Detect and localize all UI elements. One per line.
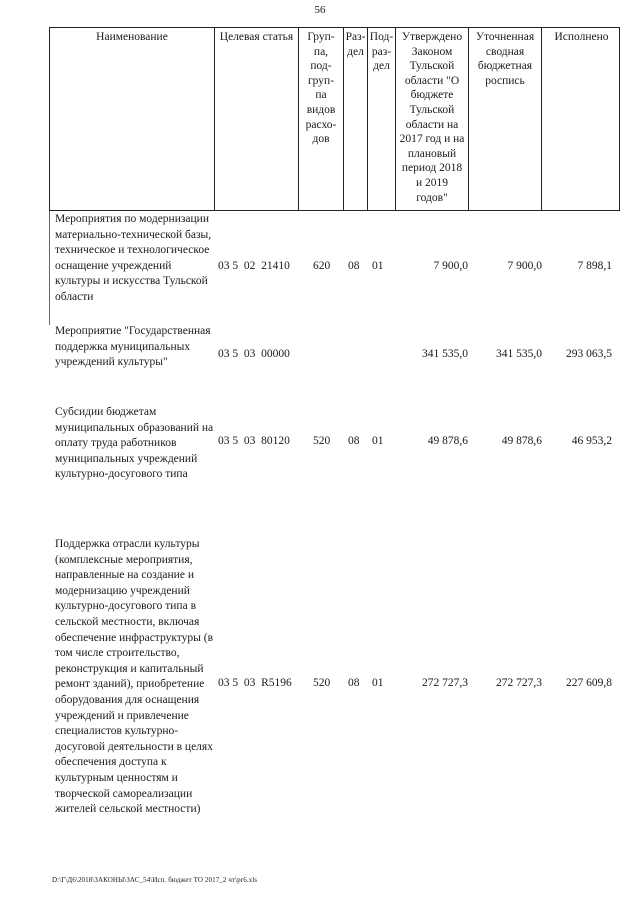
row-4-name: Поддержка отрасли культуры (комплексные мероприятия, направленные на создание и модернизацию учреждений культурно-досугового типа в сельской местности, включая обеспечение инфраструктуры (в том числе строительство, реконструкция и капитальный ремонт зданий), приобретение оборудования для оснащения учреждений и привлечение специалистов культурно-досуговой деятельности в целях обеспечения доступа к культурным ценностям и творческой самореализации жителей сельской местности) <box>55 538 213 816</box>
row-4-approved: 272 727,3 <box>422 677 468 689</box>
row-2-name: Мероприятие "Государственная поддержка муниципальных учреждений культуры" <box>55 325 211 369</box>
header-podrazdel: Под- раз- дел <box>368 28 396 210</box>
row-2-refined: 341 535,0 <box>496 348 542 360</box>
row-2-approved: 341 535,0 <box>422 348 468 360</box>
row-2-executed: 293 063,5 <box>566 348 612 360</box>
row-4-refined: 272 727,3 <box>496 677 542 689</box>
header-group: Груп- па, под- груп- па видов расхо- дов <box>299 28 344 210</box>
row-4-razdel: 08 <box>348 677 360 689</box>
row-3-podrazdel: 01 <box>372 435 384 447</box>
row-3-executed: 46 953,2 <box>571 435 612 447</box>
row-1-razdel: 08 <box>348 260 360 272</box>
row-4-group: 520 <box>313 677 331 689</box>
page-number: 56 <box>314 4 326 16</box>
row-3-refined: 49 878,6 <box>501 435 542 447</box>
row-4-code: 03 5 03 R5196 <box>218 677 292 689</box>
row-1-refined: 7 900,0 <box>507 260 542 272</box>
row-1-group: 620 <box>313 260 331 272</box>
row-4-podrazdel: 01 <box>372 677 384 689</box>
row-3-name: Субсидии бюджетам муниципальных образований на оплату труда работников муниципальных учреждений культурно-досугового типа <box>55 406 214 481</box>
header-approved: Утверждено Законом Тульской области "О бюджете Тульской области на 2017 год и на плановый период 2018 и 2019 годов" <box>396 28 469 210</box>
left-rule <box>49 211 50 325</box>
row-3-razdel: 08 <box>348 435 360 447</box>
row-2-code: 03 5 03 00000 <box>218 348 290 360</box>
row-3-group: 520 <box>313 435 331 447</box>
row-4-executed: 227 609,8 <box>566 677 612 689</box>
row-3-approved: 49 878,6 <box>427 435 468 447</box>
file-path-footer: D:\Г\Д6\2018\ЗАКОНЫ\ЗАС_54\Исп. бюджет ТО 2017_2 чт\pr6.xls <box>52 876 258 884</box>
header-executed: Исполнено <box>554 31 609 43</box>
header-name: Наименование <box>50 28 215 210</box>
row-3-code: 03 5 03 80120 <box>218 435 290 447</box>
row-1-name: Мероприятия по модернизации материально-технической базы, техническое и технологическое оснащение учреждений культуры и искусства Тульской области <box>55 213 212 303</box>
row-1-podrazdel: 01 <box>372 260 384 272</box>
row-1-executed: 7 898,1 <box>577 260 612 272</box>
table-header <box>49 27 620 211</box>
row-1-code: 03 5 02 21410 <box>218 260 290 272</box>
header-razdel: Раз- дел <box>344 28 368 210</box>
row-1-approved: 7 900,0 <box>433 260 468 272</box>
header-refined: Уточненная сводная бюджетная роспись <box>469 28 542 210</box>
header-target: Целевая статья <box>215 28 299 210</box>
